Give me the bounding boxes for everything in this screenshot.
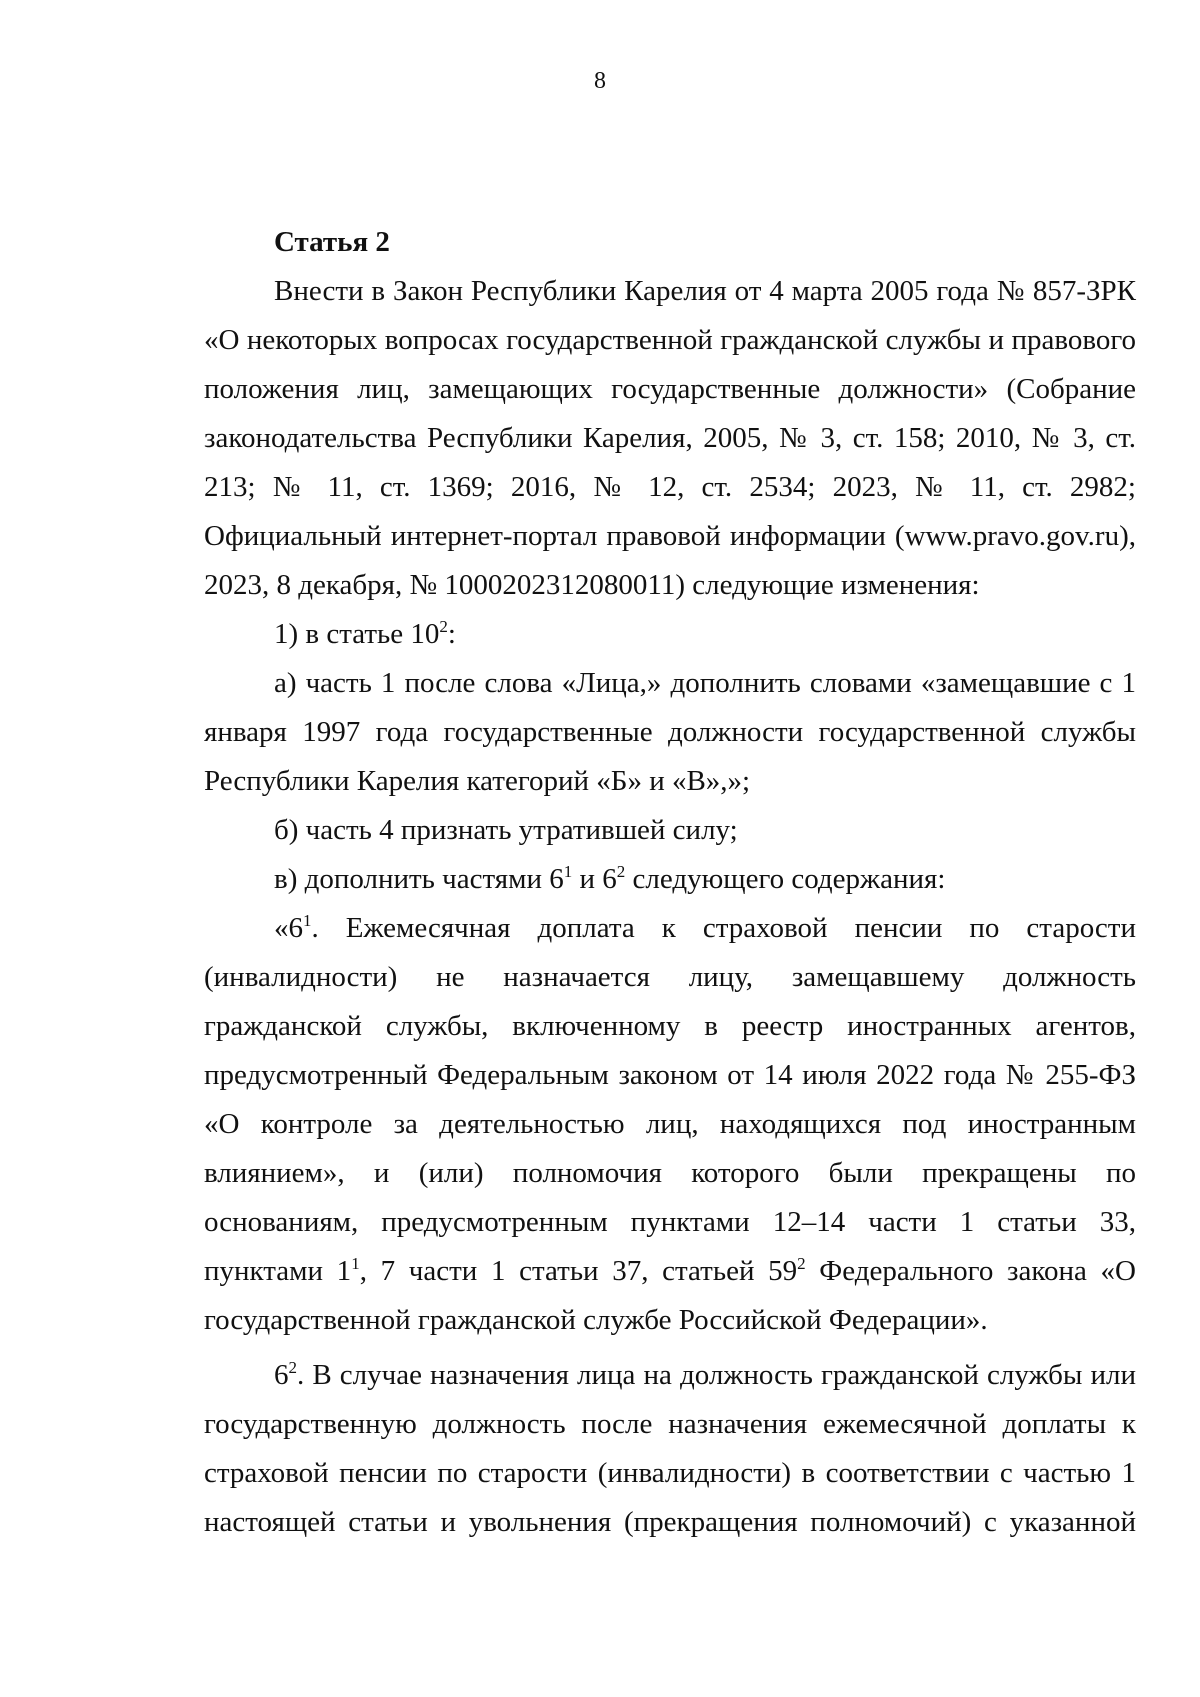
document-body [204,218,1136,1547]
part-6-2-paragraph [204,1351,1136,1547]
article-title: Статья 2 [274,226,390,258]
part-6-1-text-3: Федерального закона «О государственной гражданской службе Российской Федерации». [204,1255,1136,1336]
part-6-1-text-2: , 7 части 1 статьи 37, статьей 59 [359,1255,798,1287]
item-1-paragraph [204,610,1136,659]
item-1-suffix: : [447,618,456,650]
item-1-prefix: 1) в статье 10 [274,618,440,650]
item-v-superscript-2: 2 [616,862,626,881]
part-6-2-superscript: 2 [288,1358,297,1377]
page-number: 8 [594,68,606,94]
part-6-1-text-1: . Ежемесячная доплата к страховой пенсии по старости (инвалидности) не назначается лицу, замещавшему должность гражданской службы, включенному в реестр иностранных агентов, предусмотренный Федеральным законом от 14 июля 2022 года № 255-ФЗ «О контроле за деятельностью лиц, находящихся под иностранным влиянием», и (или) полномочия которого были прекращены по основаниям, предусмотренным пунктами 12–14 части 1 статьи 33, пунктами 1 [204,912,1136,1287]
item-v-middle: и 6 [572,863,617,895]
part-6-1-superscript-3: 2 [797,1254,806,1273]
item-1-superscript: 2 [439,617,448,636]
part-6-1-prefix: «6 [274,912,303,944]
part-6-1-superscript-2: 1 [351,1254,360,1273]
item-b-paragraph: б) часть 4 признать утратившей силу; [274,814,738,846]
item-v-superscript-1: 1 [563,862,573,881]
item-v-paragraph [204,855,1136,904]
item-a-paragraph: а) часть 1 после слова «Лица,» дополнить словами «замещавшие с 1 января 1997 года государственные должности государственной службы Республики Карелия категорий «Б» и «В»,»; [204,667,1136,797]
item-v-suffix: следующего содержания: [625,863,946,895]
part-6-1-superscript: 1 [303,911,312,930]
item-v-prefix: в) дополнить частями 6 [274,863,564,895]
part-6-1-paragraph [204,904,1136,1345]
article-intro-paragraph: Внести в Закон Республики Карелия от 4 марта 2005 года № 857-ЗРК «О некоторых вопросах государственной гражданской службы и правового положения лиц, замещающих государственные должности» (Собрание законодательства Республики Карелия, 2005, № 3, ст. 158; 2010, № 3, ст. 213; № 11, ст. 1369; 2016, № 12, ст. 2534; 2023, № 11, ст. 2982; Официальный интернет-портал правовой информации (www.pravo.gov.ru), 2023, 8 декабря, № 1000202312080011) следующие изменения: [204,275,1136,601]
part-6-2-text: . В случае назначения лица на должность гражданской службы или государственную должность после назначения ежемесячной доплаты к страховой пенсии по старости (инвалидности) в соответствии с частью 1 настоящей статьи и увольнения (прекращения полномочий) с указанной [204,1359,1136,1538]
part-6-2-prefix: 6 [274,1359,289,1391]
